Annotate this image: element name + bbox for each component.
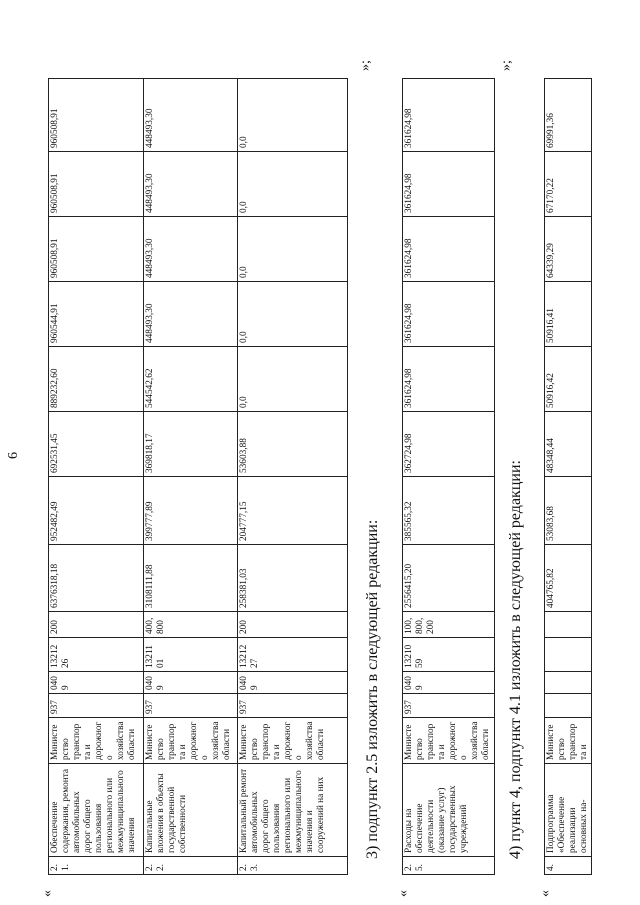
value-cell: 960544,91	[49, 282, 144, 347]
code-csr: 1321059	[403, 638, 495, 672]
code-grbs: 937	[49, 694, 144, 718]
value-cell: 544542,62	[144, 347, 238, 412]
value-cell: 692531,45	[49, 412, 144, 477]
value-cell: 258381,03	[238, 545, 348, 612]
code-rz-pr: 0409	[144, 672, 238, 694]
activity-name: Капитальный ремонт автомобильных дорог общего пользования регионального или межмуниципального значения и сооружений на них	[238, 764, 348, 857]
open-quote-3: «	[538, 890, 553, 897]
open-quote-1: «	[40, 890, 55, 897]
row-number: 2.5.	[403, 857, 495, 875]
value-cell: 889232,60	[49, 347, 144, 412]
activity-name: Обеспечение содержания, ремонта автомобильных дорог общего пользования регионального или межмуниципального значения	[49, 764, 144, 857]
table-row	[49, 79, 144, 875]
heading-point-4: 4) пункт 4, подпункт 4.1 изложить в следующей редакции:	[507, 460, 524, 859]
value-cell: 0,0	[238, 347, 348, 412]
heading-subpoint-2-5: 3) подпункт 2.5 изложить в следующей редакции:	[364, 519, 381, 859]
value-cell: 952482,49	[49, 477, 144, 545]
table-row	[238, 79, 348, 875]
row-number: 2.1.	[49, 857, 144, 875]
open-quote-2: «	[396, 890, 411, 897]
value-cell: 361624,98	[403, 282, 495, 347]
code-csr: 1321101	[144, 638, 238, 672]
value-cell: 48348,44	[545, 412, 592, 477]
table-row	[545, 79, 592, 875]
value-cell: 448493,30	[144, 217, 238, 282]
value-cell: 67170,22	[545, 152, 592, 217]
value-cell: 3108111,88	[144, 545, 238, 612]
executor: Министерство транспорта и	[545, 718, 592, 764]
value-cell: 404765,82	[545, 545, 592, 612]
row-number: 2.2.	[144, 857, 238, 875]
value-cell: 50916,42	[545, 347, 592, 412]
code-csr	[545, 638, 592, 672]
code-grbs: 937	[144, 694, 238, 718]
row-number: 2.3.	[238, 857, 348, 875]
code-grbs	[545, 694, 592, 718]
value-cell: 369818,17	[144, 412, 238, 477]
value-cell: 960508,91	[49, 152, 144, 217]
code-vr: 200	[238, 612, 348, 638]
code-rz-pr	[545, 672, 592, 694]
value-cell: 53603,88	[238, 412, 348, 477]
table-institutions	[402, 78, 495, 875]
code-vr: 200	[49, 612, 144, 638]
page-number: 6	[6, 452, 21, 459]
value-cell: 448493,30	[144, 282, 238, 347]
activity-name: Капитальные вложения в объекты государственной собственности	[144, 764, 238, 857]
value-cell: 53083,68	[545, 477, 592, 545]
value-cell: 69991,36	[545, 79, 592, 152]
code-vr	[545, 612, 592, 638]
value-cell: 361624,98	[403, 79, 495, 152]
value-cell: 0,0	[238, 152, 348, 217]
code-rz-pr: 0409	[238, 672, 348, 694]
code-rz-pr: 0409	[49, 672, 144, 694]
value-cell: 2556415,20	[403, 545, 495, 612]
close-quote-2: »;	[499, 60, 514, 71]
value-cell: 448493,30	[144, 152, 238, 217]
value-cell: 361624,98	[403, 152, 495, 217]
table-roads	[48, 78, 348, 875]
code-vr: 400, 800	[144, 612, 238, 638]
value-cell: 0,0	[238, 282, 348, 347]
table-row	[403, 79, 495, 875]
executor: Министерство транспорта и дорожного хозяйства области	[49, 718, 144, 764]
executor: Министерство транспорта и дорожного хозяйства области	[403, 718, 495, 764]
activity-name: Расходы на обеспечение деятельности (оказание услуг) государственных учреждений	[403, 764, 495, 857]
value-cell: 0,0	[238, 79, 348, 152]
value-cell: 399777,89	[144, 477, 238, 545]
table-row	[144, 79, 238, 875]
code-csr: 1321226	[49, 638, 144, 672]
value-cell: 362724,98	[403, 412, 495, 477]
executor: Министерство транспорта и дорожного хозяйства области	[144, 718, 238, 764]
value-cell: 960508,91	[49, 79, 144, 152]
code-csr: 1321227	[238, 638, 348, 672]
value-cell: 361624,98	[403, 347, 495, 412]
executor: Министерство транспорта и дорожного хозяйства области	[238, 718, 348, 764]
value-cell: 960508,91	[49, 217, 144, 282]
value-cell: 385565,32	[403, 477, 495, 545]
value-cell: 64339,29	[545, 217, 592, 282]
table-subprogram	[544, 78, 592, 875]
close-quote-1: »;	[358, 60, 373, 71]
value-cell: 6376318,18	[49, 545, 144, 612]
value-cell: 0,0	[238, 217, 348, 282]
code-rz-pr: 0409	[403, 672, 495, 694]
activity-name: Подпрограмма «Обеспечение реализации основных на-	[545, 764, 592, 857]
value-cell: 448493,30	[144, 79, 238, 152]
value-cell: 204777,15	[238, 477, 348, 545]
code-grbs: 937	[403, 694, 495, 718]
value-cell: 361624,98	[403, 217, 495, 282]
code-grbs: 937	[238, 694, 348, 718]
code-vr: 100, 800, 200	[403, 612, 495, 638]
value-cell: 50916,41	[545, 282, 592, 347]
row-number: 4.	[545, 857, 592, 875]
